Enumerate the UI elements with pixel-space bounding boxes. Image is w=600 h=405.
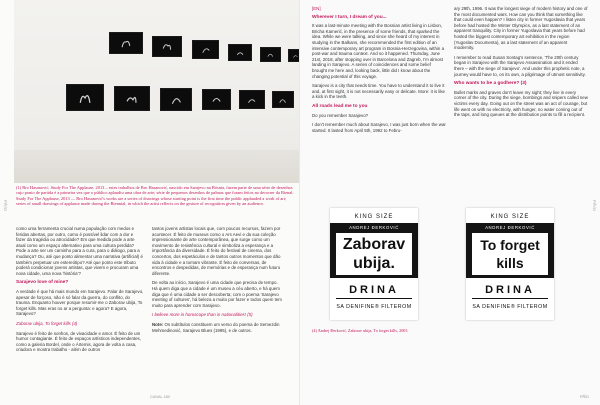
photo-caption: (1) Bro Hasanović, Study For The Applause, 2013 – estes trabalhos de Bro Hasanović, nascido em Sarajevo na Bósnia, fazem parte de uma série de desenhos cujo ponto de partida é a primeira vez que o público aplaudiu uma obra de arte; série de pequenos desenhos de palmas que foram feitos no decorrer da Bienal. Study For The Applause, 2013 — Bro Hasanović's works are a series of drawings whose starting point is the first time the public applauded a work of art; series of small drawings of applause made during the Biennial, in which the artist reflects on the gesture of recognition given by an audience. — [16, 185, 294, 207]
paragraph: I don't remember much about Sarajevo, I was just born when the war started. It lasted from April 5th, 1992 to Febru- — [312, 122, 446, 133]
title-line: Zaborav — [342, 236, 406, 253]
drina-label: DRINA — [485, 284, 535, 296]
framed-drawing — [288, 49, 300, 62]
black-band — [330, 223, 418, 278]
book-title — [336, 235, 412, 273]
brand-label: KING SIZE — [490, 214, 530, 220]
paragraph: De volta ao início, Sarajevo é uma cidade que precisa de tempo. Há quem diga que a cidade é um museu a céu aberto, e há quem diga que é uma cidade a ser descoberta; com o poema 'Sarajevo meeting of cultures', há beleza a muito por fazer e todos quem tem muito para aprender com Sarajevo. — [152, 280, 282, 308]
gallery-floor — [14, 150, 300, 183]
book-cover-zaborav — [330, 208, 418, 320]
filter-label: SA DENIFINE® FILTEROM — [336, 304, 412, 310]
note-label: Note: — [152, 321, 164, 327]
right-page — [300, 0, 600, 405]
framed-drawing — [192, 40, 219, 59]
framed-drawing — [152, 36, 182, 57]
pink-subtitle: I believe more in horoscope than in nationalities! (5) — [152, 312, 253, 318]
framed-drawing — [202, 89, 231, 110]
paragraph: Do you remember Sarajevo? — [312, 112, 369, 118]
author-label: ANDREJ ĐERKOVIĆ — [349, 225, 399, 230]
filter-label: SA DENIFINE® FILTEROM — [472, 304, 548, 310]
section-heading: Who wants to be a godhere? (3) — [454, 81, 527, 87]
note-text: Os subtítulos constituem um verso do poema de Semezdin Mehmedinović, Sarajevo Blues (1995), e de outros. — [152, 321, 280, 333]
framed-drawing — [66, 84, 104, 111]
framed-drawing — [272, 91, 294, 108]
title-box — [472, 233, 548, 275]
framed-drawing — [160, 88, 192, 111]
framed-drawing — [228, 44, 252, 61]
title-line: kills — [496, 255, 524, 271]
pink-subtitle: Zaborav ubija, To forget kills (4) — [16, 320, 78, 326]
brand-label: KING SIZE — [354, 214, 394, 220]
framed-drawing — [114, 86, 150, 111]
book-title — [472, 236, 548, 272]
gallery-photo — [14, 0, 300, 183]
paragraph: Sarajevo is a city that needs time. You have to understand it to live it and, at first sight, it is not necessarily easy or delicate. More: it is like a kick in the teeth. — [312, 83, 445, 100]
framed-drawing — [109, 32, 143, 54]
black-band — [466, 223, 554, 278]
book-cover-to-forget — [466, 208, 554, 320]
section-heading: Sarajevo love of mine? — [16, 280, 69, 286]
left-column-1 — [16, 226, 144, 357]
book-caption: (4) Andrej Đerković, Zaborav ubija, To forget kills, 2003 — [312, 328, 408, 333]
framed-drawing — [239, 90, 265, 109]
paragraph: Sarajevo é feito de sonhos, de vivacidade e amor. É feito de um humor contagiante. É feito de espaços artísticos independentes, como a galeria Bordel, onde o Ártemis, agora de volta a casa, criadora e mostra trabalho - além de outros — [16, 330, 141, 353]
paragraph: It was a last-minute meeting with the Bosnian artist living in Lisbon, Bricha Kamerić, in the presence of some friends, that sparked the idea. While we were talking, and since she heard of my interest in studying in the Balkans, she recommended the first edition of an intensive contemporary art program in Bosnia-Herzegovina, within a post-war and trauma context. And so it happened. Thursday, June 21st, 2018, after stopping over in Barcelona and Zagreb, I'm almost landing in Sarajevo. A series of coincidences and some belief brought me here and, looking back, little did I know about the changing potential of this voyage. — [312, 23, 445, 79]
title-box — [336, 233, 412, 275]
divider — [336, 298, 412, 299]
left-margin-label: PŘÍD — [3, 200, 8, 212]
divider — [472, 298, 548, 299]
paragraph: ary 29th, 1996. It was the longest siege of modern history and one of the most documented wars. How can you think that something like that could even happen? I listen city in former Yugoslavia that years before had hosted the Winter Olympics, as a last statement of an apparent tranquility. City in former Yugoslavia that years before had hosted the biggest contemporary art exhibition in the region (Yugoslav Documenta), as a last statement of an apparent modernity. — [454, 6, 588, 51]
title-line: To forget — [480, 237, 540, 253]
right-margin-label: PŘÍD — [592, 200, 597, 212]
title-line: ubija. — [353, 255, 395, 272]
author-label: ANDREJ ĐERKOVIĆ — [485, 225, 535, 230]
left-footer: CANAL 180 — [150, 395, 170, 399]
section-heading: Wherever I turn, I dream of you... — [312, 14, 387, 20]
paragraph: tantos jovens artistas locais que, com poucos recursos, fazem por acontecer. É feito de museus como o Ars Aevi e da sua coleção impressionante de arte contemporânea, que surge como um movimento de resistência cultural e simboliza a esperança e a importância da diversidade. É feito do festival de cinema, dos concertos, dos espetáculos e de tantos outros momentos que dão vida à cidade e a tornam vibrante. É feito de conversas, de encontros e despedidas, de memórias e de esperança num futuro diferente. — [152, 226, 281, 276]
paragraph: como uma ferramenta crucial numa população com medos e feridas abertas, por outro, como é possível lidar com a dor e fazer da tragédia ou atrocidade? Em que medida pode a arte atual como um espaço alternativo para uma cultura perdida? Pode a arte ser um caminho para a cura, para o diálogo, para a mudança? Ou, até que ponto alimentar uma narrativa (artificial) é também perpetuar um estereótipo? Até que ponto este tributo poderá condicionar jovens artistas, que vivem e procuram uma nova cidade, uma nova 'história'? — [16, 226, 143, 276]
paragraph: Bullet marks and graves don't leave my sight; they live in every corner of the city. During the siege, bombings and snipers called new victims every day. Going out on the street was an act of courage, but life went on with no electricity, with hunger, no water coming out of the taps, and long queues at the distribution points to fill a recipient. — [454, 89, 588, 118]
right-footer: PŘÍD — [580, 395, 590, 399]
right-column-1 — [312, 6, 446, 137]
paragraph: I remember to read Susan Sontag's sentence, 'The 20th century began in Sarajevo with the Sarajevo Assassination and it ended there – with the siege of Sarajevo'. And under this prophetic note, a journey would have to, on its own, a pilgrimage of utmost sensitivity. — [454, 54, 586, 77]
drina-label: DRINA — [349, 284, 399, 296]
framed-drawing — [260, 47, 281, 62]
paragraph: A verdade é que há mais mundo em Sarajevo. Falar de Sarajevo, apesar de forçoso, não é só falar da guerra, do conflito, do trauma. Enquanto houver porque resumir-me o Zaborav ubija, To forget kills. Mas eras no ar a pergunta: e agora? E agora, Sarajevo? — [16, 288, 144, 317]
left-column-2 — [152, 226, 284, 337]
section-heading: All roads lead me to you — [312, 103, 368, 109]
language-label: [EN] — [312, 6, 321, 11]
right-column-2 — [454, 6, 588, 122]
